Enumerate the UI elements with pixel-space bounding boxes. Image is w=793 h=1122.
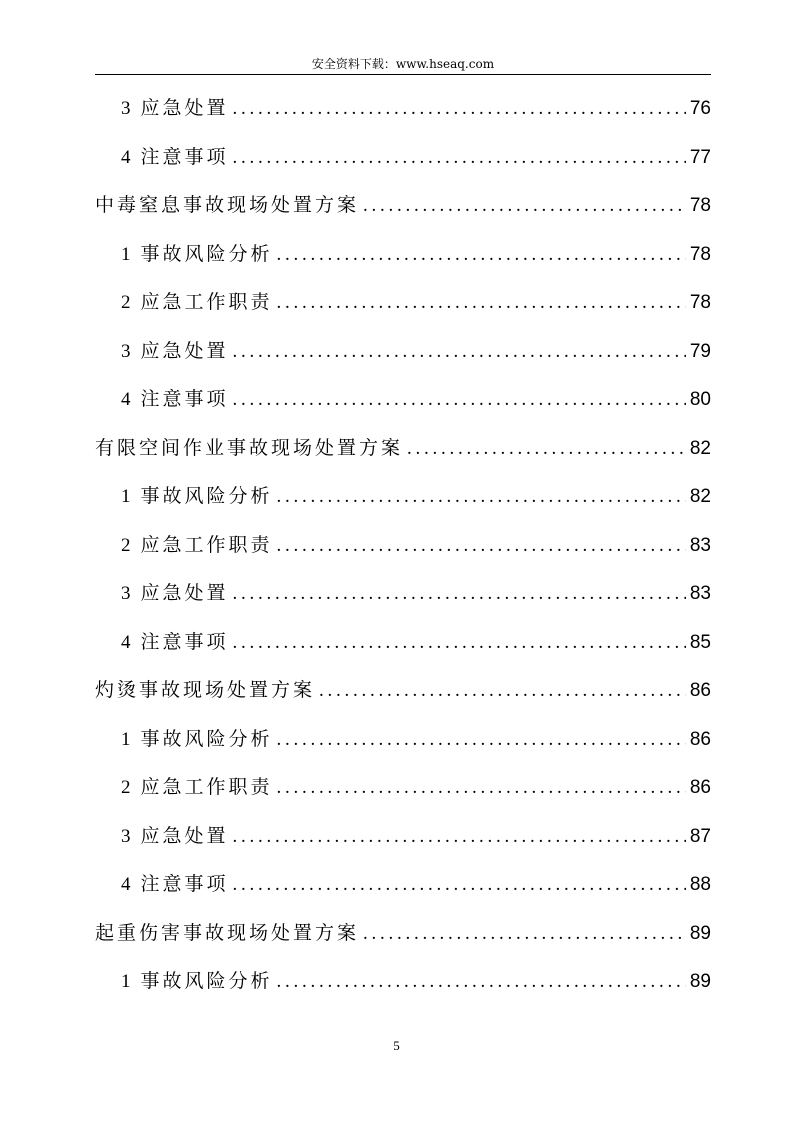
- toc-entry-number: 3: [121, 583, 131, 604]
- toc-entry-title: 应急工作职责: [140, 776, 273, 798]
- toc-subsection-entry[interactable]: [95, 84, 711, 133]
- toc-subsection-entry[interactable]: [95, 278, 711, 327]
- toc-entry-number: 4: [121, 631, 131, 653]
- toc-dot-leader: [233, 328, 686, 377]
- toc-entry-title: 注意事项: [140, 630, 229, 653]
- toc-entry-number: 3: [121, 340, 131, 362]
- toc-entry-page: 78: [689, 292, 711, 313]
- toc-dot-leader: [277, 716, 686, 765]
- toc-entry-title: 灼烫事故现场处置方案: [95, 679, 316, 701]
- toc-entry-number: 2: [121, 292, 131, 313]
- toc-entry-title: 事故风险分析: [140, 970, 273, 992]
- toc-entry-page: 88: [689, 874, 711, 895]
- toc-subsection-entry[interactable]: [95, 327, 711, 376]
- toc-section-entry[interactable]: [95, 424, 711, 473]
- toc-dot-leader: [233, 134, 686, 183]
- toc-dot-leader: [363, 182, 686, 231]
- toc-subsection-entry[interactable]: [95, 812, 711, 861]
- toc-subsection-entry[interactable]: [95, 957, 711, 1006]
- toc-entry-page: 85: [689, 631, 711, 653]
- toc-dot-leader: [319, 667, 686, 716]
- toc-entry-title: 事故风险分析: [140, 727, 273, 750]
- toc-entry-title: 中毒窒息事故现场处置方案: [95, 194, 360, 216]
- toc-entry-title: 应急处置: [140, 339, 229, 362]
- page-number: 5: [393, 1038, 400, 1053]
- toc-subsection-entry[interactable]: [95, 133, 711, 182]
- toc-dot-leader: [233, 376, 686, 425]
- toc-entry-page: 89: [689, 922, 711, 944]
- toc-entry-number: 4: [121, 146, 131, 168]
- toc-section-entry[interactable]: [95, 909, 711, 958]
- toc-subsection-entry[interactable]: [95, 715, 711, 764]
- toc-entry-page: 79: [689, 340, 711, 362]
- toc-dot-leader: [233, 570, 686, 619]
- toc-dot-leader: [277, 764, 686, 813]
- toc-entry-page: 78: [689, 243, 711, 265]
- toc-entry-page: 77: [689, 146, 711, 168]
- toc-entry-page: 82: [689, 486, 711, 507]
- toc-entry-title: 事故风险分析: [140, 242, 273, 265]
- toc-entry-page: 86: [689, 680, 711, 701]
- toc-section-entry[interactable]: [95, 666, 711, 715]
- toc-entry-number: 1: [121, 971, 131, 992]
- header-rule: [95, 74, 711, 75]
- toc-entry-page: 78: [689, 195, 711, 216]
- toc-entry-title: 注意事项: [140, 145, 229, 168]
- toc-entry-page: 80: [689, 389, 711, 410]
- toc-dot-leader: [407, 425, 686, 474]
- toc-entry-page: 82: [689, 437, 711, 459]
- toc-entry-number: 2: [121, 534, 131, 556]
- toc-dot-leader: [233, 861, 686, 910]
- toc-entry-number: 3: [121, 825, 131, 847]
- toc-entry-title: 起重伤害事故现场处置方案: [95, 921, 360, 944]
- toc-entry-number: 1: [121, 486, 131, 507]
- toc-entry-page: 86: [689, 728, 711, 750]
- toc-entry-title: 注意事项: [140, 873, 229, 895]
- toc-section-entry[interactable]: [95, 181, 711, 230]
- toc-subsection-entry[interactable]: [95, 230, 711, 279]
- toc-entry-page: 83: [689, 534, 711, 556]
- toc-entry-number: 4: [121, 874, 131, 895]
- toc-entry-page: 89: [689, 971, 711, 992]
- toc-entry-title: 应急工作职责: [140, 533, 273, 556]
- toc-entry-page: 76: [689, 98, 711, 119]
- toc-subsection-entry[interactable]: [95, 618, 711, 667]
- toc-dot-leader: [277, 958, 686, 1007]
- toc-subsection-entry[interactable]: [95, 569, 711, 618]
- toc-dot-leader: [233, 85, 686, 134]
- toc-dot-leader: [277, 473, 686, 522]
- toc-entry-title: 应急工作职责: [140, 291, 273, 313]
- toc-entry-title: 应急处置: [140, 97, 229, 119]
- toc-entry-title: 应急处置: [140, 582, 229, 604]
- toc-entry-number: 1: [121, 728, 131, 750]
- toc-entry-title: 注意事项: [140, 388, 229, 410]
- toc-dot-leader: [277, 279, 686, 328]
- toc-entry-number: 2: [121, 777, 131, 798]
- toc-subsection-entry[interactable]: [95, 763, 711, 812]
- toc-dot-leader: [363, 910, 686, 959]
- toc-entry-title: 应急处置: [140, 824, 229, 847]
- toc-dot-leader: [233, 813, 686, 862]
- toc-entry-title: 有限空间作业事故现场处置方案: [95, 436, 404, 459]
- toc-entry-number: 1: [121, 243, 131, 265]
- toc-entry-page: 83: [689, 583, 711, 604]
- table-of-contents: [95, 84, 711, 1006]
- toc-entry-page: 87: [689, 825, 711, 847]
- toc-dot-leader: [277, 522, 686, 571]
- toc-entry-number: 4: [121, 389, 131, 410]
- toc-subsection-entry[interactable]: [95, 375, 711, 424]
- toc-entry-page: 86: [689, 777, 711, 798]
- page-header: 安全资料下载：www.hseaq.com: [311, 57, 495, 71]
- toc-dot-leader: [277, 231, 686, 280]
- toc-subsection-entry[interactable]: [95, 472, 711, 521]
- toc-subsection-entry[interactable]: [95, 521, 711, 570]
- toc-entry-title: 事故风险分析: [140, 485, 273, 507]
- toc-dot-leader: [233, 619, 686, 668]
- toc-entry-number: 3: [121, 98, 131, 119]
- toc-subsection-entry[interactable]: [95, 860, 711, 909]
